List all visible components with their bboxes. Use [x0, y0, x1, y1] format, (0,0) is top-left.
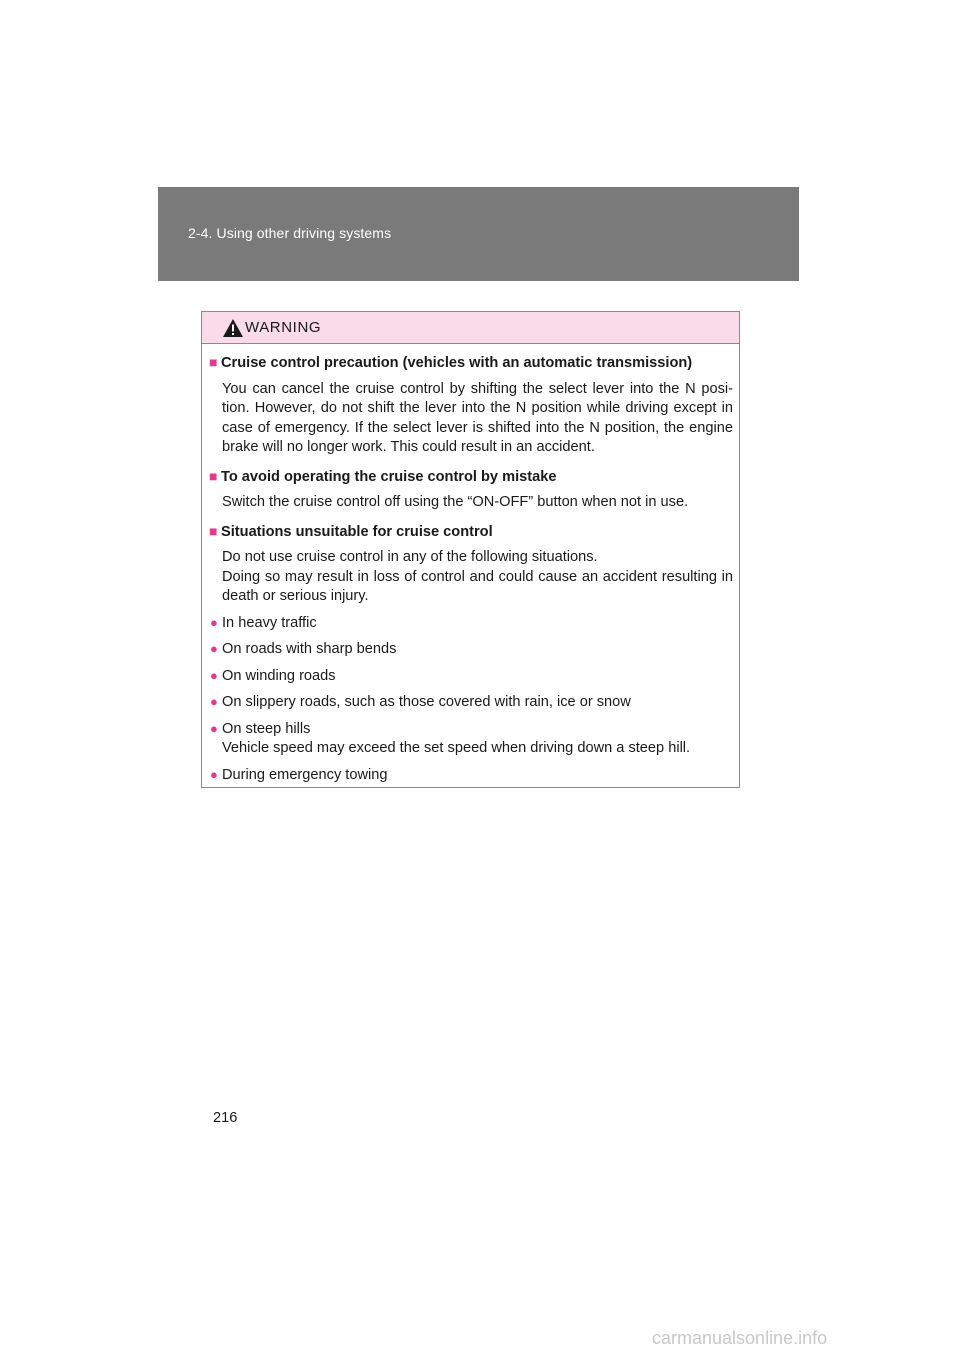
list-item: ● During emergency towing	[210, 766, 388, 783]
warning-triangle-icon	[222, 318, 244, 338]
round-bullet-icon: ●	[210, 667, 218, 683]
square-bullet-icon: ■	[209, 354, 218, 370]
page-number: 216	[213, 1110, 238, 1126]
section-title: 2-4. Using other driving systems	[188, 225, 392, 241]
round-bullet-icon: ●	[210, 694, 218, 709]
list-item: ● On roads with sharp bends	[210, 641, 397, 657]
paragraph: Do not use cruise control in any of the following situations.	[222, 549, 598, 565]
list-item: ● On winding roads	[210, 667, 336, 684]
warning-box	[201, 311, 740, 788]
warning-label: WARNING	[245, 319, 322, 336]
square-bullet-icon: ■	[209, 467, 218, 484]
list-item-text: On steep hills	[222, 720, 311, 737]
section-heading: ■ Cruise control precaution (vehicles with an automatic transmission)	[209, 354, 693, 371]
header-bar	[158, 187, 799, 281]
round-bullet-icon: ●	[210, 720, 218, 736]
list-item	[209, 719, 733, 759]
section-heading: ■ Situations unsuitable for cruise control	[209, 522, 493, 540]
paragraph: Doing so may result in loss of control and could cause an accident resulting in death or serious injury.	[222, 568, 733, 604]
section-heading: ■ To avoid operating the cruise control by mistake	[209, 467, 557, 485]
warning-body	[202, 344, 739, 785]
square-bullet-icon: ■	[209, 522, 218, 539]
round-bullet-icon: ●	[210, 766, 218, 782]
round-bullet-icon: ●	[210, 641, 218, 656]
round-bullet-icon: ●	[210, 614, 218, 630]
warning-header	[202, 312, 739, 344]
paragraph: Switch the cruise control off using the “ON-OFF” button when not in use.	[222, 494, 689, 510]
list-item: ● On slippery roads, such as those covered with rain, ice or snow	[210, 694, 631, 710]
watermark: carmanualsonline.info	[652, 1328, 828, 1348]
paragraph: You can cancel the cruise control by shifting the select lever into the N posi-tion. However, do not shift the lever into the N position while driving except in case of emergency. If the select lever is shifted into the N position, the engine brake will no longer work. This could result in an accident.	[222, 380, 733, 455]
list-item-note: Vehicle speed may exceed the set speed when driving down a steep hill.	[222, 740, 691, 756]
list-item: ● In heavy traffic	[210, 614, 317, 631]
